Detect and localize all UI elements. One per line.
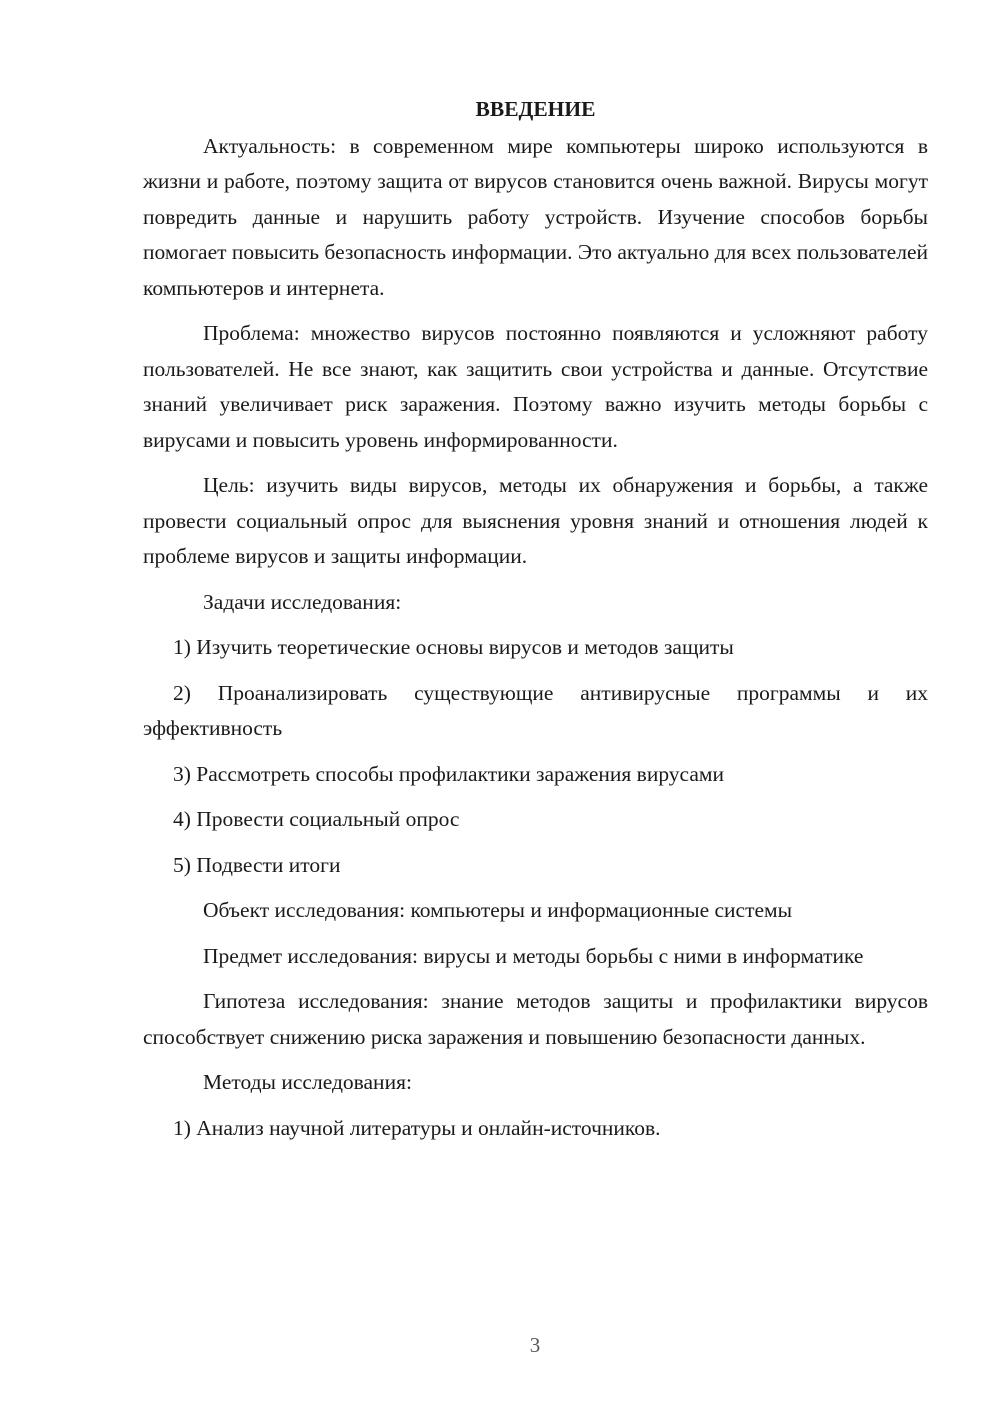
paragraph-object: Объект исследования: компьютеры и информационные системы: [203, 898, 793, 922]
task-item-1: 1) Изучить теоретические основы вирусов и методов защиты: [173, 635, 734, 659]
paragraph-problem: Проблема: множество вирусов постоянно появляются и усложняют работу пользователей. Не все знают, как защитить свои устройства и данные. Отсутствие знаний увеличивает риск заражения. Поэтому важно изучить методы борьбы с вирусами и повысить уровень информированности.: [143, 321, 928, 452]
page-number: 3: [529, 1333, 541, 1357]
paragraph-hypothesis: Гипотеза исследования: знание методов защиты и профилактики вирусов способствует снижению риска заражения и повышению безопасности данных.: [143, 989, 928, 1049]
paragraph-relevance: Актуальность: в современном мире компьютеры широко используются в жизни и работе, поэтому защита от вирусов становится очень важной. Вирусы могут повредить данные и нарушить работу устройств. Изучение способов борьбы помогает повысить безопасность информации. Это актуально для всех пользователей компьютеров и интернета.: [143, 133, 928, 300]
method-item-1: 1) Анализ научной литературы и онлайн-источников.: [173, 1115, 661, 1140]
page-title: ВВЕДЕНИЕ: [475, 97, 596, 121]
paragraph-subject: Предмет исследования: вирусы и методы борьбы с ними в информатике: [203, 943, 864, 968]
task-item-4: 4) Провести социальный опрос: [173, 807, 460, 831]
paragraph-goal: Цель: изучить виды вирусов, методы их обнаружения и борьбы, а также провести социальный опрос для выяснения уровня знаний и отношения людей к проблеме вирусов и защиты информации.: [143, 473, 928, 568]
document-page: [143, 92, 928, 1146]
paragraph-tasks-heading: Задачи исследования:: [203, 589, 402, 614]
task-item-2: 2) Проанализировать существующие антивирусные программы и их эффективность: [143, 680, 928, 740]
task-item-5: 5) Подвести итоги: [173, 852, 341, 877]
task-item-3: 3) Рассмотреть способы профилактики заражения вирусами: [173, 761, 725, 786]
paragraph-methods-heading: Методы исследования:: [203, 1070, 412, 1094]
